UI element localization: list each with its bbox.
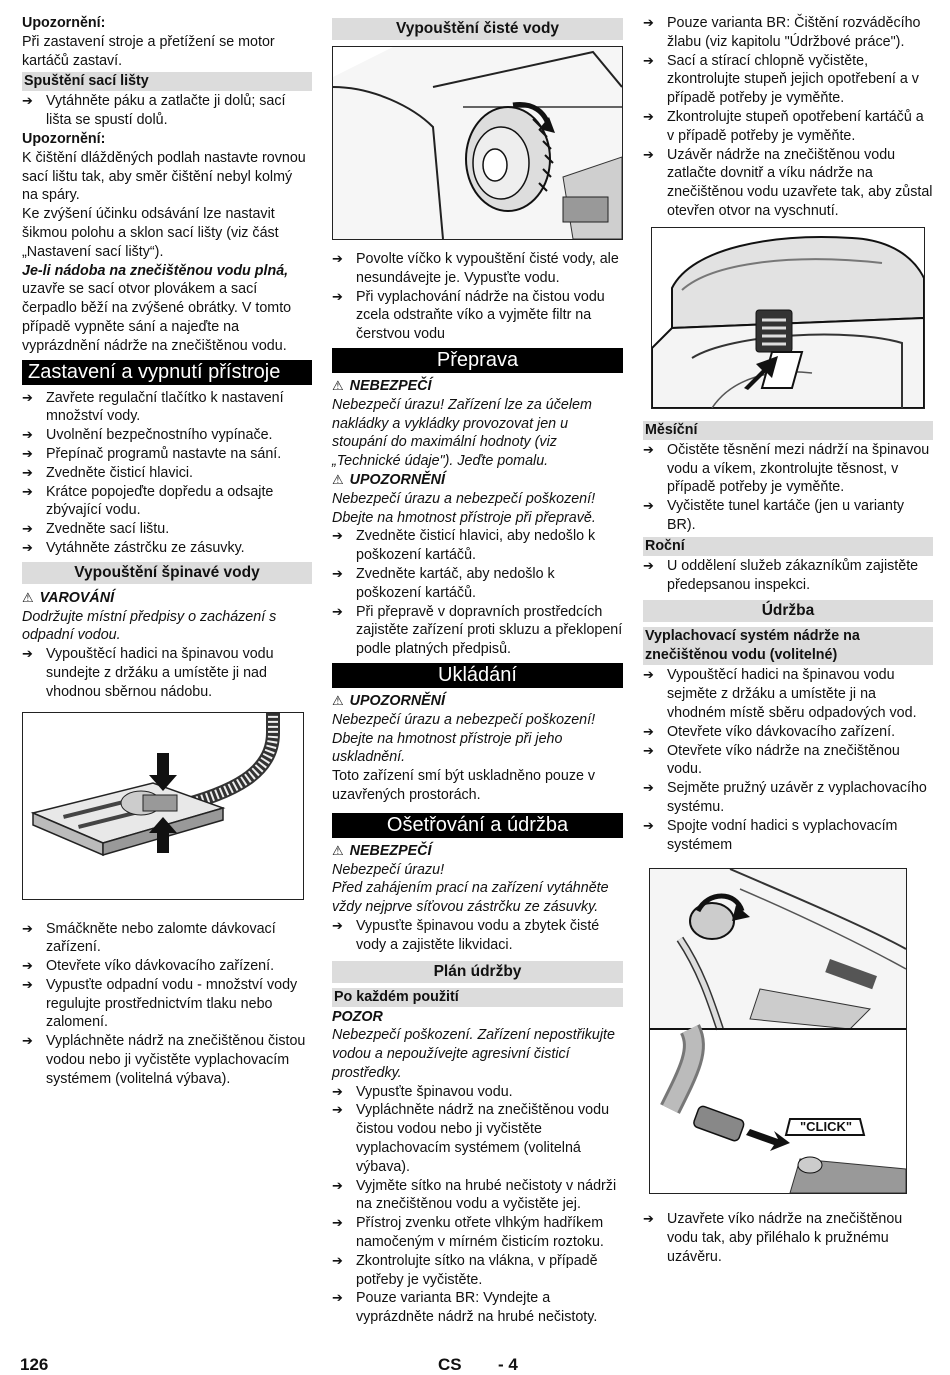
attention-label: POZOR [332,1008,383,1025]
sub-page-number: - 4 [498,1355,518,1374]
list-item: ➔ Vypláchněte nádrž na znečištěnou vodu čistou vodou nebo ji vyčistěte vyplachovacím systémem (volitelná výbava). [332,1101,623,1176]
list-item: ➔ Vypusťte špinavou vodu a zbytek čisté vody a zajistěte likvidaci. [332,917,623,955]
storage-text: Toto zařízení smí být uskladněno pouze v uzavřených prostorách. [332,768,596,803]
caution-text: Nebezpečí úrazu a nebezpečí poškození! Dbejte na hmotnost přístroje při přepravě. [332,490,596,526]
column-middle [332,18,623,1327]
figure-dirty-water-hose [22,712,304,900]
list-item: ➔ U oddělení služeb zákazníkům zajistěte předepsanou inspekci. [643,557,933,595]
section-title-clean-drain: Vypouštění čisté vody [332,18,623,40]
after-use-list [332,1083,623,1327]
subheading-suction-lowering: Spuštění sací lišty [22,72,312,91]
click-label: "CLICK" [799,1119,853,1135]
flush-list [643,666,933,854]
instruction-list [332,917,623,955]
caution-label: UPOZORNĚNÍ [349,692,445,709]
warning-triangle-icon: ⚠ [332,377,344,393]
section-title-care: Ošetřování a údržba [332,813,623,838]
instruction-list [22,920,312,1089]
note-title: Upozornění: [22,130,106,147]
list-item: ➔ Zvedněte kartáč, aby nedošlo k poškození kartáčů. [332,565,623,603]
section-title-storage: Ukládání [332,663,623,688]
list-item: ➔ Vypusťte špinavou vodu. [332,1083,623,1102]
warning-triangle-icon: ⚠ [22,589,34,605]
warning-label: VAROVÁNÍ [39,589,115,606]
list-item: ➔ Přepínač programů nastavte na sání. [22,445,312,464]
danger-text: Nebezpečí úrazu! [332,861,445,878]
list-item: ➔ Sací a stírací chlopně vyčistěte, zkontrolujte stupeň jejich opotřebení a v případě potřeby je vyměňte. [643,52,933,108]
list-item: ➔ Vypouštěcí hadici na špinavou vodu sundejte z držáku a umístěte ji nad vhodnou sběrnou nádobu. [22,645,312,701]
instruction-list [332,250,623,344]
list-item: ➔ Uzavřete víko nádrže na znečištěnou vodu tak, aby přiléhalo k pružnému uzávěru. [643,1210,933,1266]
section-title-dirty-drain: Vypouštění špinavé vody [22,562,312,584]
page-number: 126 [20,1355,49,1374]
list-item: ➔ Vypouštěcí hadici na špinavou vodu sejměte z držáku a umístěte ji na vhodném místě sběru odpadových vod. [643,666,933,722]
monthly-list [643,441,933,535]
section-title-transport: Přeprava [332,348,623,373]
list-item: ➔ Otevřete víko dávkovacího zařízení. [22,957,312,976]
note-text: Při zastavení stroje a přetížení se motor kartáčů zastaví. [22,33,275,69]
list-item: ➔ Vytáhněte zástrčku ze zásuvky. [22,539,312,558]
list-item: ➔ Uvolnění bezpečnostního vypínače. [22,426,312,445]
list-item: ➔ Přístroj zvenku otřete vlhkým hadříkem namočeným v mírném čisticím roztoku. [332,1214,623,1252]
warning-triangle-icon: ⚠ [332,692,344,708]
note-text: Ke zvýšení účinku odsávání lze nastavit šikmou polohu a sklon sací lišty (viz část „Nastavení sací lišty“). [22,206,279,260]
subheading-flush-system: Vyplachovací systém nádrže na znečištěnou vodu (volitelné) [643,627,933,665]
list-item: ➔ Při přepravě v dopravních prostředcích zajistěte zařízení proti skluzu a překlopení podle platných předpisů. [332,603,623,659]
instruction-list [643,14,933,221]
list-item: ➔ Krátce popojeďte dopředu a odsajte zbývající vodu. [22,483,312,521]
list-item: ➔ Pouze varianta BR: Vyndejte a vyprázdněte nádrž na hrubé nečistoty. [332,1289,623,1327]
section-title-plan: Plán údržby [332,961,623,983]
note-title: Upozornění: [22,15,106,31]
list-item: ➔ Sejměte pružný uzávěr z vyplachovacího systému. [643,779,933,817]
list-item: ➔ Zvedněte sací lištu. [22,520,312,539]
list-item: ➔ Zvedněte čisticí hlavici. [22,464,312,483]
list-item: ➔ Smáčkněte nebo zalomte dávkovací zařízení. [22,920,312,958]
instruction-list [22,645,312,701]
warning-triangle-icon: ⚠ [332,471,344,487]
warning-text: Dodržujte místní předpisy o zacházení s odpadní vodou. [22,608,277,644]
list-item: ➔ Při vyplachování nádrže na čistou vodu zcela odstraňte víko a vyjměte filtr na čerstvou vodu [332,288,623,344]
danger-text: Nebezpečí úrazu! Zařízení lze za účelem nakládky a vykládky provozovat jen u stoupání do maximální hodnoty (viz „Technické údaje"). Jeďte pomalu. [332,396,592,470]
instruction-list [643,1210,933,1266]
list-item: ➔ Vyjměte sítko na hrubé nečistoty v nádrži na znečištěnou vodu a vyčistěte jej. [332,1177,623,1215]
caution-label: UPOZORNĚNÍ [349,471,445,488]
column-right [643,14,933,1267]
full-tank-text: uzavře se sací otvor plovákem a sací čerpadlo běží na zvýšené obrátky. V tomto případě vypněte sání a najeďte na vyprázdnění nádrže na znečištěnou vodu. [22,281,292,354]
full-tank-lead: Je-li nádoba na znečištěnou vodu plná, [22,262,289,279]
list-item: ➔ Zkontrolujte sítko na vlákna, v případě potřeby je vyčistěte. [332,1252,623,1290]
language-code: CS [438,1355,462,1374]
list-item: ➔ Spojte vodní hadici s vyplachovacím systémem [643,817,933,855]
instruction-list [22,92,312,130]
danger-text: Před zahájením prací na zařízení vytáhněte vždy nejprve síťovou zástrčku ze zásuvky. [332,880,609,916]
shutdown-list [22,389,312,558]
attention-text: Nebezpečí poškození. Zařízení nepostřikujte vodou a nepoužívejte agresivní čisticí prostředky. [332,1027,615,1081]
note-text: K čištění dlážděných podlah nastavte rovnou sací lištu tak, aby směr čištění nebyl kolmý na spáry. [22,149,306,204]
list-item: ➔ Uzávěr nádrže na znečištěnou vodu zatlačte dovnitř a víku nádrže na znečištěnou vodu uzavřete tak, aby zůstal otevřen otvor na vyschnutí. [643,146,933,221]
caution-text: Nebezpečí úrazu a nebezpečí poškození! Dbejte na hmotnost přístroje při jeho uskladnění. [332,711,596,766]
list-item: ➔ Vytáhněte páku a zatlačte ji dolů; sací lišta se spustí dolů. [22,92,312,130]
danger-label: NEBEZPEČÍ [349,377,432,394]
list-item: ➔ Očistěte těsnění mezi nádrží na špinavou vodu a víkem, zkontrolujte těsnost, v případě potřeby je vyměňte. [643,441,933,497]
subheading-after-use: Po každém použití [332,988,623,1007]
list-item: ➔ Pouze varianta BR: Čištění rozváděcího žlabu (viz kapitolu "Údržbové práce"). [643,14,933,52]
figure-tank-lock [651,227,925,409]
column-left [22,14,312,1089]
list-item: ➔ Vyčistěte tunel kartáče (jen u varianty BR). [643,497,933,535]
figure-flush-connection [649,868,907,1194]
warning-triangle-icon: ⚠ [332,842,344,858]
list-item: ➔ Vypusťte odpadní vodu - množství vody regulujte prostřednictvím tlaku nebo zalomení. [22,976,312,1032]
list-item: ➔ Zkontrolujte stupeň opotřebení kartáčů a v případě potřeby je vyměňte. [643,108,933,146]
section-title-shutdown: Zastavení a vypnutí přístroje [22,360,312,385]
list-item: ➔ Zvedněte čisticí hlavici, aby nedošlo k poškození kartáčů. [332,527,623,565]
section-title-maintenance: Údržba [643,600,933,622]
subheading-monthly: Měsíční [643,421,933,440]
subheading-yearly: Roční [643,537,933,556]
list-item: ➔ Vypláchněte nádrž na znečištěnou čistou vodou nebo ji vyčistěte vyplachovacím systémem (volitelná výbava). [22,1032,312,1088]
list-item: ➔ Otevřete víko dávkovacího zařízení. [643,723,933,742]
transport-list [332,527,623,659]
list-item: ➔ Zavřete regulační tlačítko k nastavení množství vody. [22,389,312,427]
danger-label: NEBEZPEČÍ [349,842,432,859]
yearly-list [643,557,933,595]
figure-clean-water-cap [332,46,623,240]
list-item: ➔ Povolte víčko k vypouštění čisté vody, ale nesundávejte je. Vypusťte vodu. [332,250,623,288]
list-item: ➔ Otevřete víko nádrže na znečištěnou vodu. [643,742,933,780]
